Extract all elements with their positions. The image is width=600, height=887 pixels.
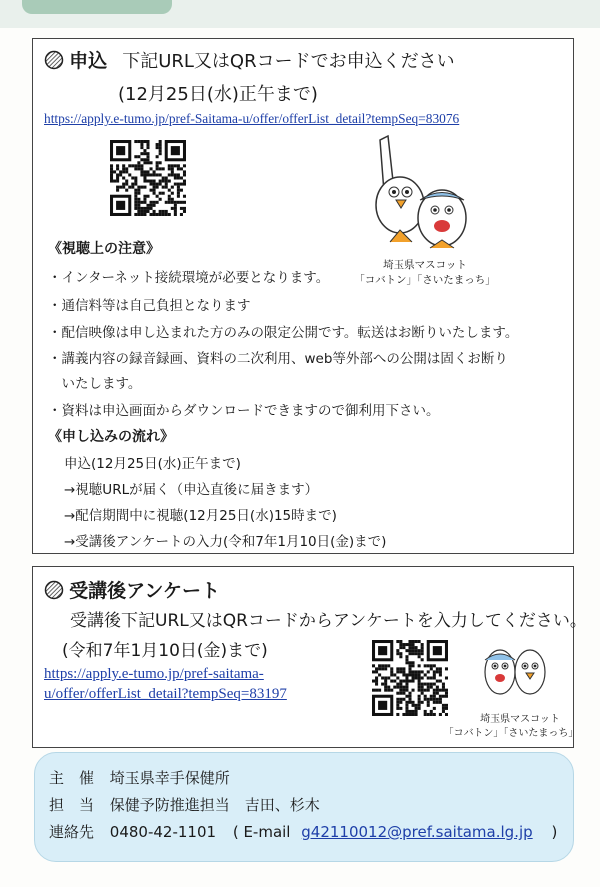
top-decoration-strip	[0, 0, 600, 28]
survey-url-line-1[interactable]: https://apply.e-tumo.jp/pref-saitama-	[44, 666, 264, 682]
survey-url-line-2[interactable]: u/offer/offerList_detail?tempSeq=83197	[44, 686, 287, 702]
contact-person-value: 保健予防推進担当 吉田、杉木	[109, 796, 320, 814]
note-line: いたします。	[48, 376, 142, 392]
hatched-circle-icon	[44, 580, 64, 604]
note-line: ・インターネット接続環境が必要となります。	[48, 270, 330, 286]
apply-deadline: (12月25日(水)正午まで)	[118, 84, 318, 105]
survey-title: 受講後アンケート	[69, 580, 220, 602]
email-suffix: )	[551, 823, 558, 841]
flow-step: →視聴URLが届く（申込直後に届きます）	[64, 482, 319, 498]
mascot-caption-1: 埼玉県マスコット	[383, 259, 467, 271]
contact-label: 連絡先	[49, 823, 95, 841]
notes-heading: 《視聴上の注意》	[48, 241, 160, 257]
survey-mascot-caption-1: 埼玉県マスコット	[480, 714, 560, 725]
organizer-label: 主 催	[49, 769, 95, 787]
flow-step: →受講後アンケートの入力(令和7年1月10日(金)まで)	[64, 534, 387, 550]
contact-person-row	[49, 794, 320, 815]
note-line: ・資料は申込画面からダウンロードできますので御利用下さい。	[48, 403, 440, 419]
flow-step: 申込(12月25日(水)正午まで)	[64, 456, 241, 472]
flow-step: →配信期間中に視聴(12月25日(水)15時まで)	[64, 508, 337, 524]
flow-heading: 《申し込みの流れ》	[48, 429, 174, 445]
email-prefix: ( E-mail	[232, 823, 291, 841]
survey-mascot-caption-2: 「コバトン」「さいたまっち」	[443, 728, 579, 739]
organizer-value: 埼玉県幸手保健所	[109, 769, 230, 787]
contact-footer	[34, 752, 574, 862]
contact-row	[49, 821, 557, 842]
hatched-circle-icon	[44, 50, 64, 74]
note-line: ・配信映像は申し込まれた方のみの限定公開です。転送はお断りいたします。	[48, 325, 519, 341]
apply-title: 申込	[69, 50, 108, 72]
survey-heading	[44, 576, 220, 604]
small-mascot-illustration	[480, 640, 550, 700]
survey-qr-code[interactable]	[372, 640, 448, 716]
survey-instruction: 受講後下記URL又はQRコードからアンケートを入力してください。	[70, 611, 587, 631]
mascot-illustration	[360, 130, 485, 255]
note-line: ・通信料等は自己負担となります	[48, 298, 251, 314]
note-line: ・講義内容の録音録画、資料の二次利用、web等外部への公開は固くお断り	[48, 351, 508, 367]
mascot-caption-2: 「コバトン」「さいたまっち」	[354, 274, 496, 286]
apply-instruction: 下記URL又はQRコードでお申込ください	[122, 51, 455, 72]
apply-heading	[44, 46, 455, 74]
top-tab-decoration	[22, 0, 172, 14]
email-link[interactable]: g42110012@pref.saitama.lg.jp	[301, 823, 533, 841]
apply-url-link[interactable]: https://apply.e-tumo.jp/pref-Saitama-u/offer/offerList_detail?tempSeq=83076	[44, 111, 460, 126]
phone-number: 0480-42-1101	[109, 823, 217, 841]
organizer-row	[49, 767, 230, 788]
apply-qr-code[interactable]	[110, 140, 186, 216]
contact-person-label: 担 当	[49, 796, 95, 814]
survey-deadline: (令和7年1月10日(金)まで)	[62, 641, 268, 661]
